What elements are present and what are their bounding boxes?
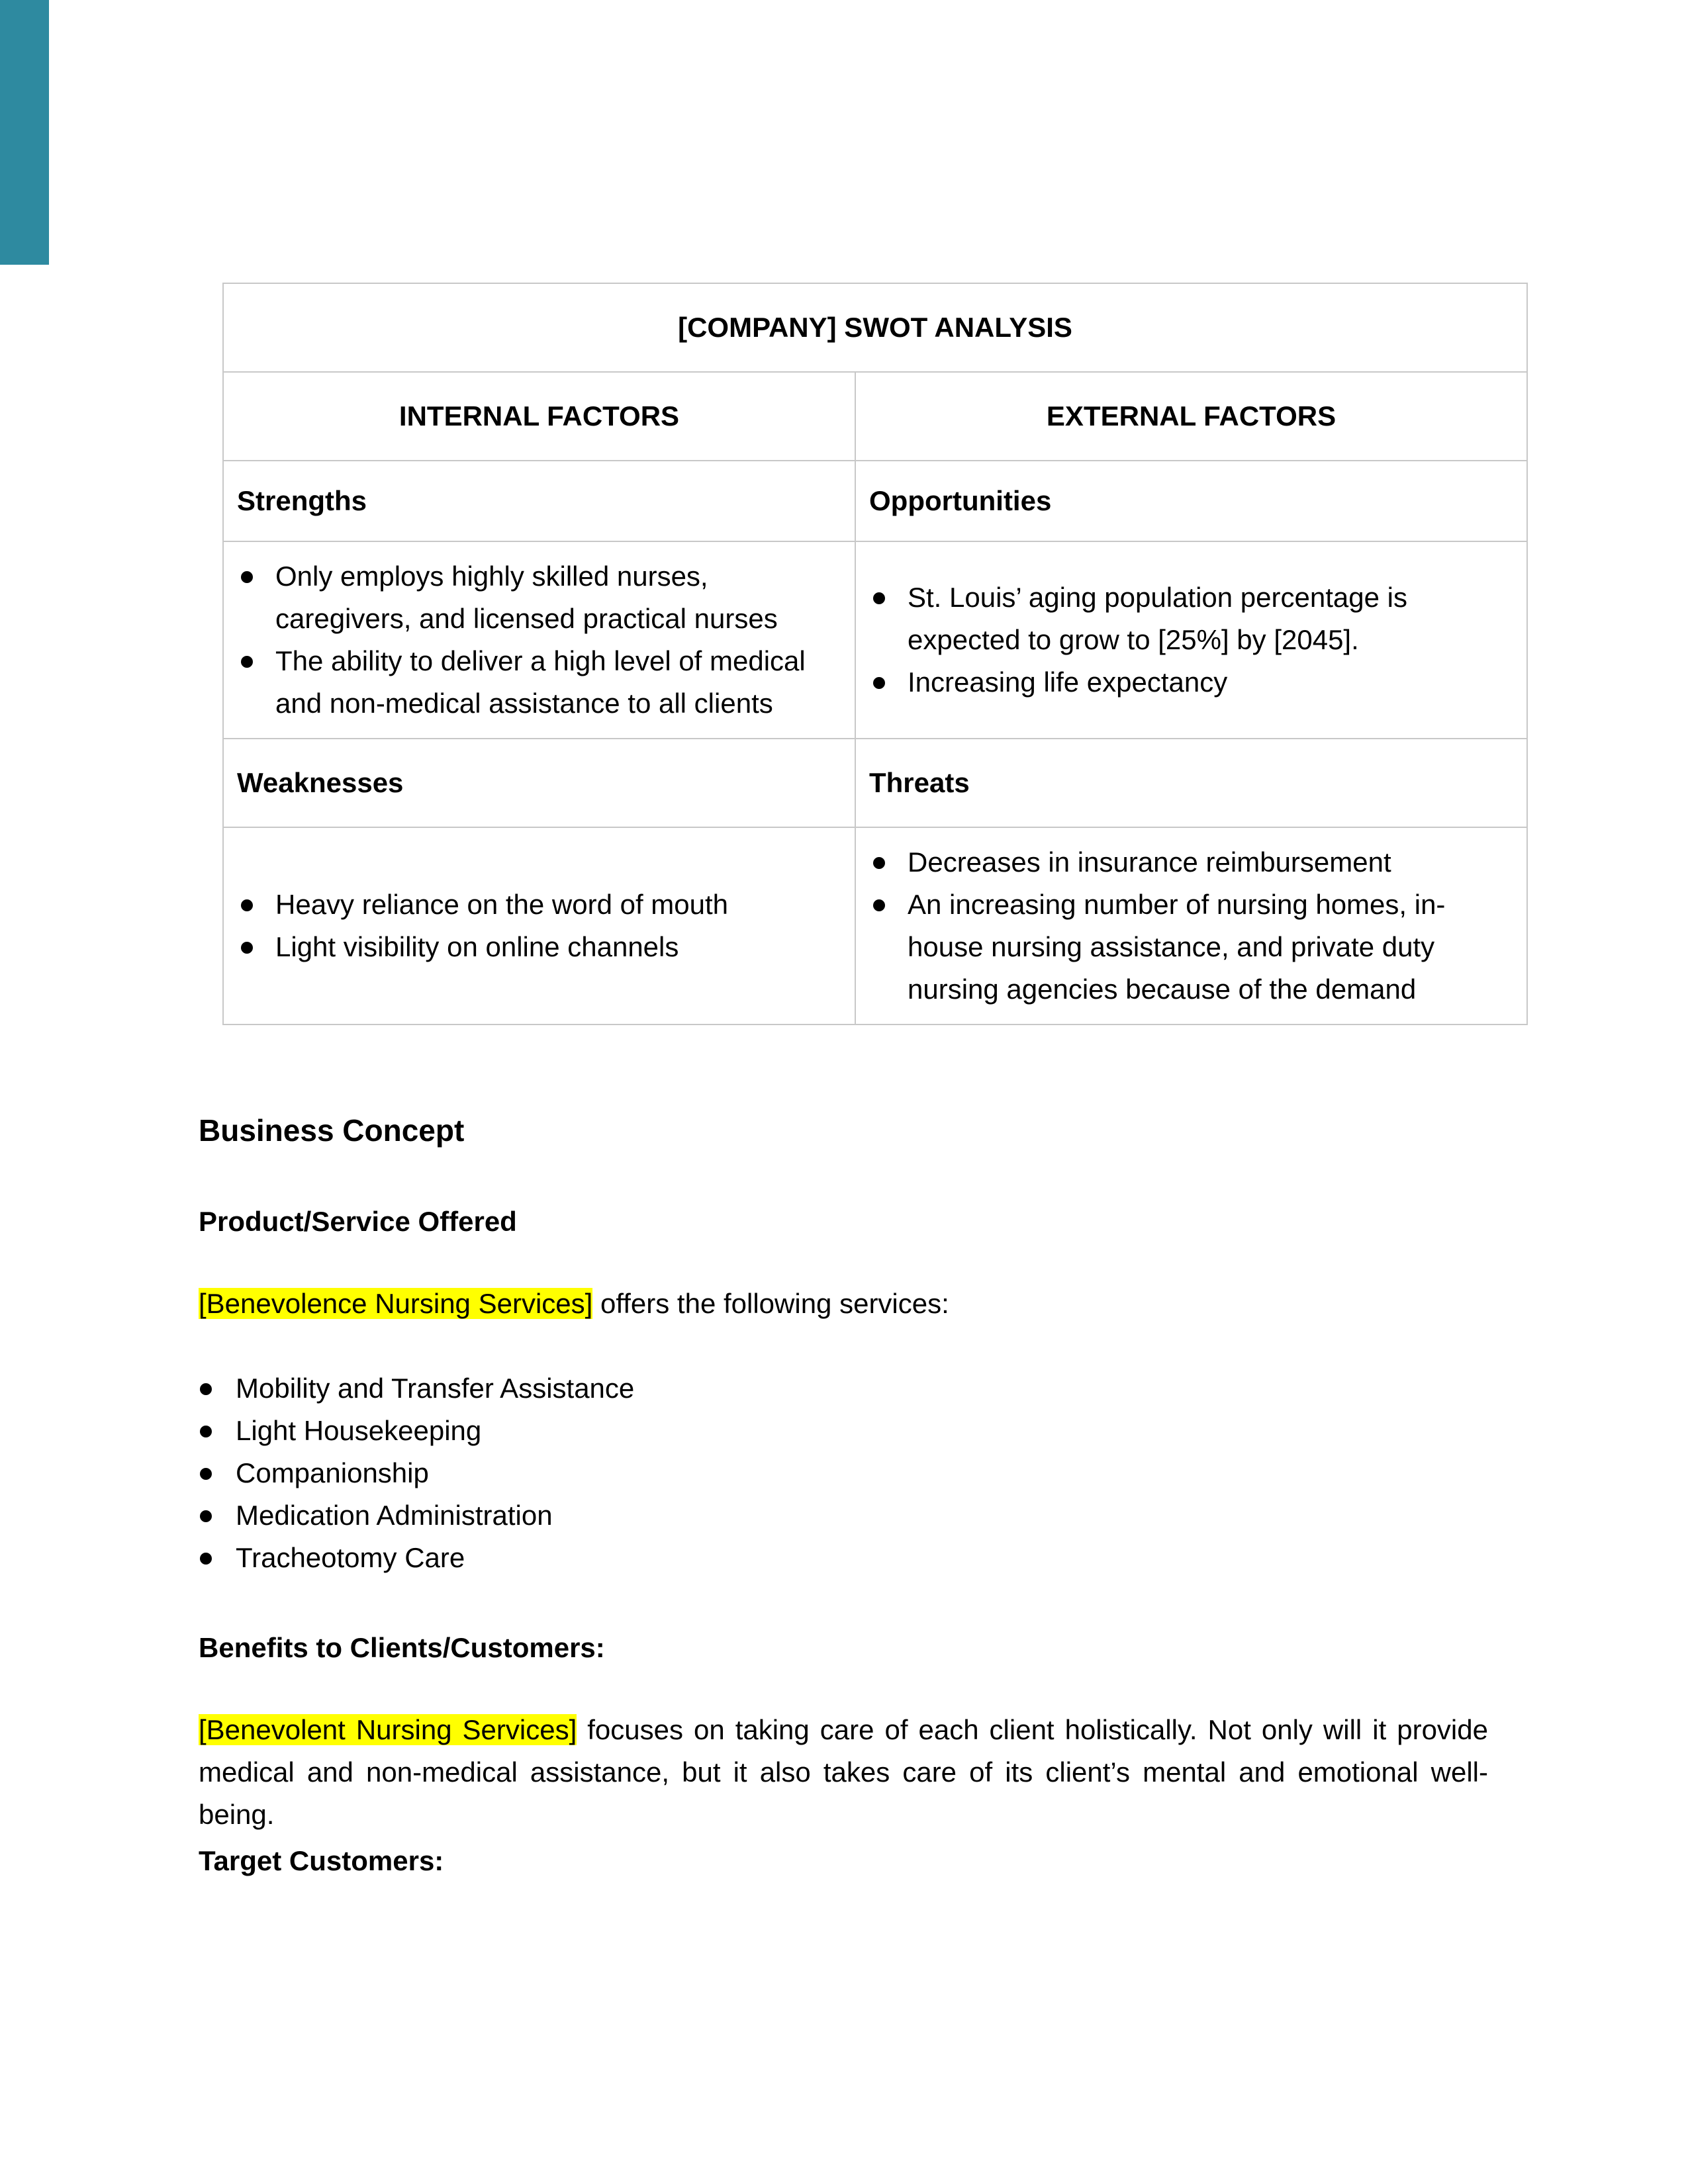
list-item: Increasing life expectancy (869, 661, 1513, 704)
list-item: Light visibility on online channels (237, 926, 841, 968)
weaknesses-cell (223, 827, 855, 1024)
benefits-paragraph (199, 1709, 1488, 1836)
strengths-cell (223, 541, 855, 739)
benefits-heading: Benefits to Clients/Customers: (199, 1632, 605, 1663)
external-factors-header: EXTERNAL FACTORS (855, 372, 1527, 461)
weaknesses-list (237, 884, 841, 968)
opportunities-cell (855, 541, 1527, 739)
services-intro (199, 1283, 1488, 1325)
internal-factors-header: INTERNAL FACTORS (223, 372, 855, 461)
list-item: Tracheotomy Care (199, 1537, 1488, 1579)
product-service-heading: Product/Service Offered (199, 1206, 517, 1237)
list-item: Decreases in insurance reimbursement (869, 841, 1513, 884)
swot-title: [COMPANY] SWOT ANALYSIS (223, 283, 1527, 372)
list-item: The ability to deliver a high level of medical and non-medical assistance to all clients (237, 640, 841, 725)
strengths-list (237, 555, 841, 725)
list-item: Medication Administration (199, 1494, 1488, 1537)
opportunities-list (869, 576, 1513, 704)
threats-label: Threats (855, 739, 1527, 827)
list-item: Companionship (199, 1452, 1488, 1494)
list-item: Light Housekeeping (199, 1410, 1488, 1452)
list-item: An increasing number of nursing homes, in-house nursing assistance, and private duty nursing agencies because of the demand (869, 884, 1513, 1011)
services-list (199, 1367, 1488, 1579)
threats-cell (855, 827, 1527, 1024)
weaknesses-label: Weaknesses (223, 739, 855, 827)
benefits-text: focuses on taking care of each client holistically. Not only will it provide medical and non-medical assistance, but it also takes care of its client’s mental and emotional well-being. (199, 1714, 1488, 1830)
strengths-label: Strengths (223, 461, 855, 541)
company-name-highlight: [Benevolent Nursing Services] (199, 1714, 577, 1745)
business-concept-heading: Business Concept (199, 1113, 465, 1148)
company-name-highlight: [Benevolence Nursing Services] (199, 1288, 593, 1319)
target-customers-heading: Target Customers: (199, 1845, 444, 1876)
threats-list (869, 841, 1513, 1011)
swot-table (222, 283, 1528, 1025)
accent-bar (0, 0, 49, 265)
opportunities-label: Opportunities (855, 461, 1527, 541)
list-item: Mobility and Transfer Assistance (199, 1367, 1488, 1410)
services-intro-text: offers the following services: (592, 1288, 949, 1319)
list-item: Only employs highly skilled nurses, caregivers, and licensed practical nurses (237, 555, 841, 640)
list-item: St. Louis’ aging population percentage is expected to grow to [25%] by [2045]. (869, 576, 1513, 661)
list-item: Heavy reliance on the word of mouth (237, 884, 841, 926)
